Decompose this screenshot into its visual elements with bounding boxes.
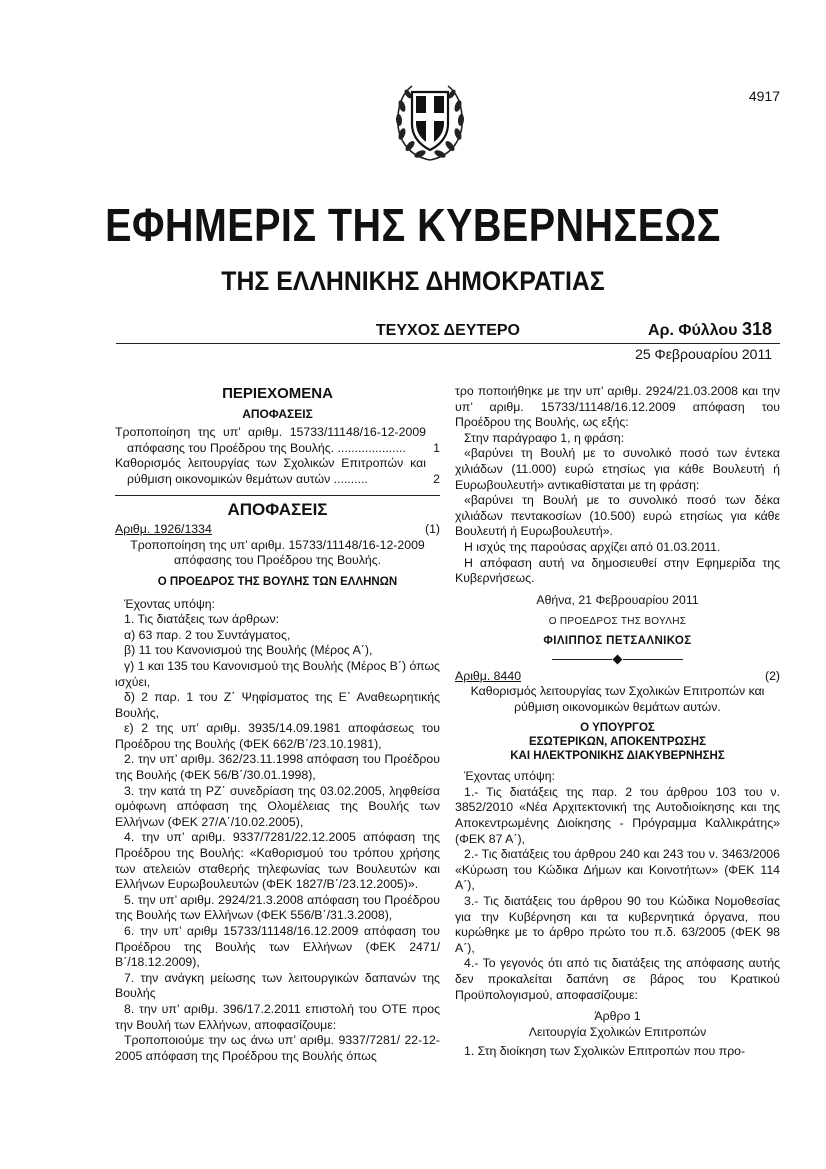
paragraph: 4.- Το γεγονός ότι από τις διατάξεις της απόφασης αυτής δεν προκαλείται δαπάνη σε βάρος του Κρατικού Προϋπολογισμού, αποφασίζουμε: xyxy=(455,956,780,1002)
paragraph: 8. την υπ’ αριθμ. 396/17.2.2011 επιστολή του ΟΤΕ προς την Βουλή των Ελλήνων, αποφασίζουμε: xyxy=(115,1001,440,1032)
section-divider xyxy=(115,495,440,496)
toc-entry-text: Τροποποίηση της υπ’ αριθμ. 15733/11148/16-12-2009 απόφασης του Προέδρου της Βουλής. .................... xyxy=(115,425,426,455)
paragraph: Η απόφαση αυτή να δημοσιευθεί στην Εφημερίδα της Κυβερνήσεως. xyxy=(455,555,780,586)
gazette-masthead-title: ΕΦΗΜΕΡΙΣ ΤΗΣ ΚΥΒΕΡΝΗΣΕΩΣ xyxy=(105,199,721,251)
paragraph: 2. την υπ’ αριθμ. 362/23.11.1998 απόφαση του Προέδρου της Βουλής (ΦΕΚ 56/Β΄/30.01.1998), xyxy=(115,752,440,783)
paragraph: Η ισχύς της παρούσας αρχίζει από 01.03.2011. xyxy=(464,539,721,554)
minister-title-line-1: Ο ΥΠΟΥΡΓΟΣ xyxy=(580,722,655,735)
toc-entry[interactable] xyxy=(115,456,440,487)
paragraph: «βαρύνει τη Βουλή με το συνολικό ποσό των έντεκα χιλιάδων (11.000) ευρώ ετησίως για κάθε Βουλευτή ή Ευρωβουλευτή» αντικαθίσταται με τη φράση: xyxy=(455,446,780,492)
paragraph: α) 63 παρ. 2 του Συντάγματος, xyxy=(124,627,291,642)
greek-coat-of-arms-emblem xyxy=(390,76,470,164)
decision-1-authority: Ο ΠΡΟΕΔΡΟΣ ΤΗΣ ΒΟΥΛΗΣ ΤΩΝ ΕΛΛΗΝΩΝ xyxy=(157,575,398,588)
toc-entry[interactable] xyxy=(115,425,440,456)
paragraph: 1.- Τις διατάξεις της παρ. 2 του άρθρου 103 του ν. 3852/2010 «Νέα Αρχιτεκτονική της Αυτοδιοίκησης και της Αποκεντρωμένης Διοίκησης - Πρόγραμμα Καλλικράτης» (ΦΕΚ 87 Α΄), xyxy=(455,784,780,846)
article-number: Άρθρο 1 xyxy=(594,1009,641,1024)
decision-1-index: (1) xyxy=(424,522,440,537)
decision-1-header xyxy=(115,522,440,538)
sheet-number-label xyxy=(600,319,772,340)
section-title: ΑΠΟΦΑΣΕΙΣ xyxy=(227,499,328,519)
paragraph: γ) 1 και 135 του Κανονισμού της Βουλής (Μέρος Β΄) όπως ισχύει, xyxy=(115,658,440,689)
toc-entry-page: 1 xyxy=(433,440,440,455)
paragraph: 7. την ανάγκη μείωσης των λειτουργικών δαπανών της Βουλής xyxy=(115,970,440,1001)
paragraph: 1. Τις διατάξεις των άρθρων: xyxy=(124,612,280,627)
decision-1-subject: Τροποποίηση της υπ’ αριθμ. 15733/11148/16-12-2009 απόφασης του Προέδρου της Βουλής. xyxy=(130,537,425,568)
paragraph: 3.- Τις διατάξεις του άρθρου 90 του Κώδικα Νομοθεσίας για την Κυβέρνηση και τα κυβερνητικά όργανα, που κυρώθηκε με το άρθρο πρώτο του π.δ. 63/2005 (ΦΕΚ 98 Α΄), xyxy=(455,894,780,955)
paragraph: Έχοντας υπόψη: xyxy=(464,769,555,784)
decision-2-number: Αριθμ. 8440 xyxy=(455,668,522,683)
paragraph: 3. την κατά τη ΡΖ΄ συνεδρίαση της 03.02.2005, ληφθείσα ομόφωνη απόφαση της Ολομέλειας της Βουλής των Ελλήνων (ΦΕΚ 27/Α΄/10.02.2005), xyxy=(115,783,440,829)
signer-title: Ο ΠΡΟΕΔΡΟΣ ΤΗΣ ΒΟΥΛΗΣ xyxy=(548,616,687,628)
sheet-number: 318 xyxy=(741,319,772,339)
contents-title: ΠΕΡΙΕΧΟΜΕΝΑ xyxy=(222,385,333,402)
decision-2-index: (2) xyxy=(764,668,780,683)
paragraph: Έχοντας υπόψη: xyxy=(124,596,215,611)
minister-title-line-2: ΕΣΩΤΕΡΙΚΩΝ, ΑΠΟΚΕΝΤΡΩΣΗΣ xyxy=(528,736,706,749)
paragraph: δ) 2 παρ. 1 του Ζ΄ Ψηφίσματος της Ε΄ Αναθεωρητικής Βουλής, xyxy=(115,690,440,720)
decision-2-header xyxy=(455,669,780,685)
sheet-label: Αρ. Φύλλου xyxy=(648,322,738,339)
diamond-icon xyxy=(613,654,623,664)
article-title: Λειτουργία Σχολικών Επιτροπών xyxy=(528,1024,707,1039)
left-column xyxy=(115,383,440,1064)
paragraph: ε) 2 της υπ’ αριθμ. 3935/14.09.1981 αποφάσεως του Προέδρου της Βουλής (ΦΕΚ 662/Β΄/23.10.1981), xyxy=(115,721,440,751)
page-number: 4917 xyxy=(748,88,780,104)
paragraph: β) 11 του Κανονισμού της Βουλής (Μέρος Α΄), xyxy=(124,643,373,658)
header-rule xyxy=(116,343,780,344)
paragraph: 6. την υπ’ αριθμ 15733/11148/16.12.2009 απόφαση του Προέδρου της Βουλής των Ελλήνων (ΦΕΚ 2471/Β΄/18.12.2009), xyxy=(115,924,440,970)
paragraph: 2.- Τις διατάξεις του άρθρου 240 και 243 του ν. 3463/2006 «Κύρωση του Κώδικα Δήμων και Κοινοτήτων» (ΦΕΚ 114 Α΄), xyxy=(455,847,780,893)
place-date: Αθήνα, 21 Φεβρουαρίου 2011 xyxy=(536,592,699,607)
signer-name: ΦΙΛΙΠΠΟΣ ΠΕΤΣΑΛΝΙΚΟΣ xyxy=(543,634,692,647)
paragraph: τρο ποποιήθηκε με την υπ’ αριθμ. 2924/21.03.2008 και την υπ’ αριθμ. 15733/11148/16.12.2009 απόφαση του Προέδρου της Βουλής, ως εξής: xyxy=(455,384,780,430)
gazette-masthead-subtitle: ΤΗΣ ΕΛΛΗΝΙΚΗΣ ΔΗΜΟΚΡΑΤΙΑΣ xyxy=(221,266,605,296)
minister-title-line-3: ΚΑΙ ΗΛΕΚΤΡΟΝΙΚΗΣ ΔΙΑΚΥΒΕΡΝΗΣΗΣ xyxy=(510,750,725,763)
decision-2-subject: Καθορισμός λειτουργίας των Σχολικών Επιτροπών και ρύθμιση οικονομικών θεμάτων αυτών. xyxy=(470,684,765,714)
decision-1-number: Αριθμ. 1926/1334 xyxy=(115,522,212,537)
paragraph: Στην παράγραφο 1, η φράση: xyxy=(464,430,625,445)
issue-type: ΤΕΥΧΟΣ ΔΕΥΤΕΡΟ xyxy=(375,322,520,339)
right-column xyxy=(455,384,780,1060)
paragraph: Τροποποιούμε την ως άνω υπ’ αριθμ. 9337/7281/ 22-12-2005 απόφαση της Προέδρου της Βουλής όπως xyxy=(115,1033,440,1063)
toc-entry-page: 2 xyxy=(433,471,440,486)
paragraph: 1. Στη διοίκηση των Σχολικών Επιτροπών που προ- xyxy=(464,1044,746,1059)
toc-entry-text: Καθορισμός λειτουργίας των Σχολικών Επιτροπών και ρύθμιση οικονομικών θεμάτων αυτών .......... xyxy=(115,456,426,486)
separator-ornament xyxy=(455,656,780,663)
paragraph: «βαρύνει τη Βουλή με το συνολικό ποσό των δέκα χιλιάδων πεντακοσίων (10.500) ευρώ ετησίως για κάθε Βουλευτή ή Ευρωβουλευτή». xyxy=(455,493,780,539)
contents-subtitle: ΑΠΟΦΑΣΕΙΣ xyxy=(242,406,313,421)
paragraph: 5. την υπ’ αριθμ. 2924/21.3.2008 απόφαση του Προέδρου της Βουλής των Ελλήνων (ΦΕΚ 556/Β΄/31.3.2008), xyxy=(115,892,440,923)
issue-date: 25 Φεβρουαρίου 2011 xyxy=(635,346,772,362)
paragraph: 4. την υπ’ αριθμ. 9337/7281/22.12.2005 απόφαση της Προέδρου της Βουλής: «Καθορισμού του τρόπου χρήσης των ατελειών σταθερής τηλεφωνίας των Βουλευτών και Ελλήνων Ευρωβουλευτών (ΦΕΚ 1827/Β΄/23.12.2005)». xyxy=(115,830,440,892)
